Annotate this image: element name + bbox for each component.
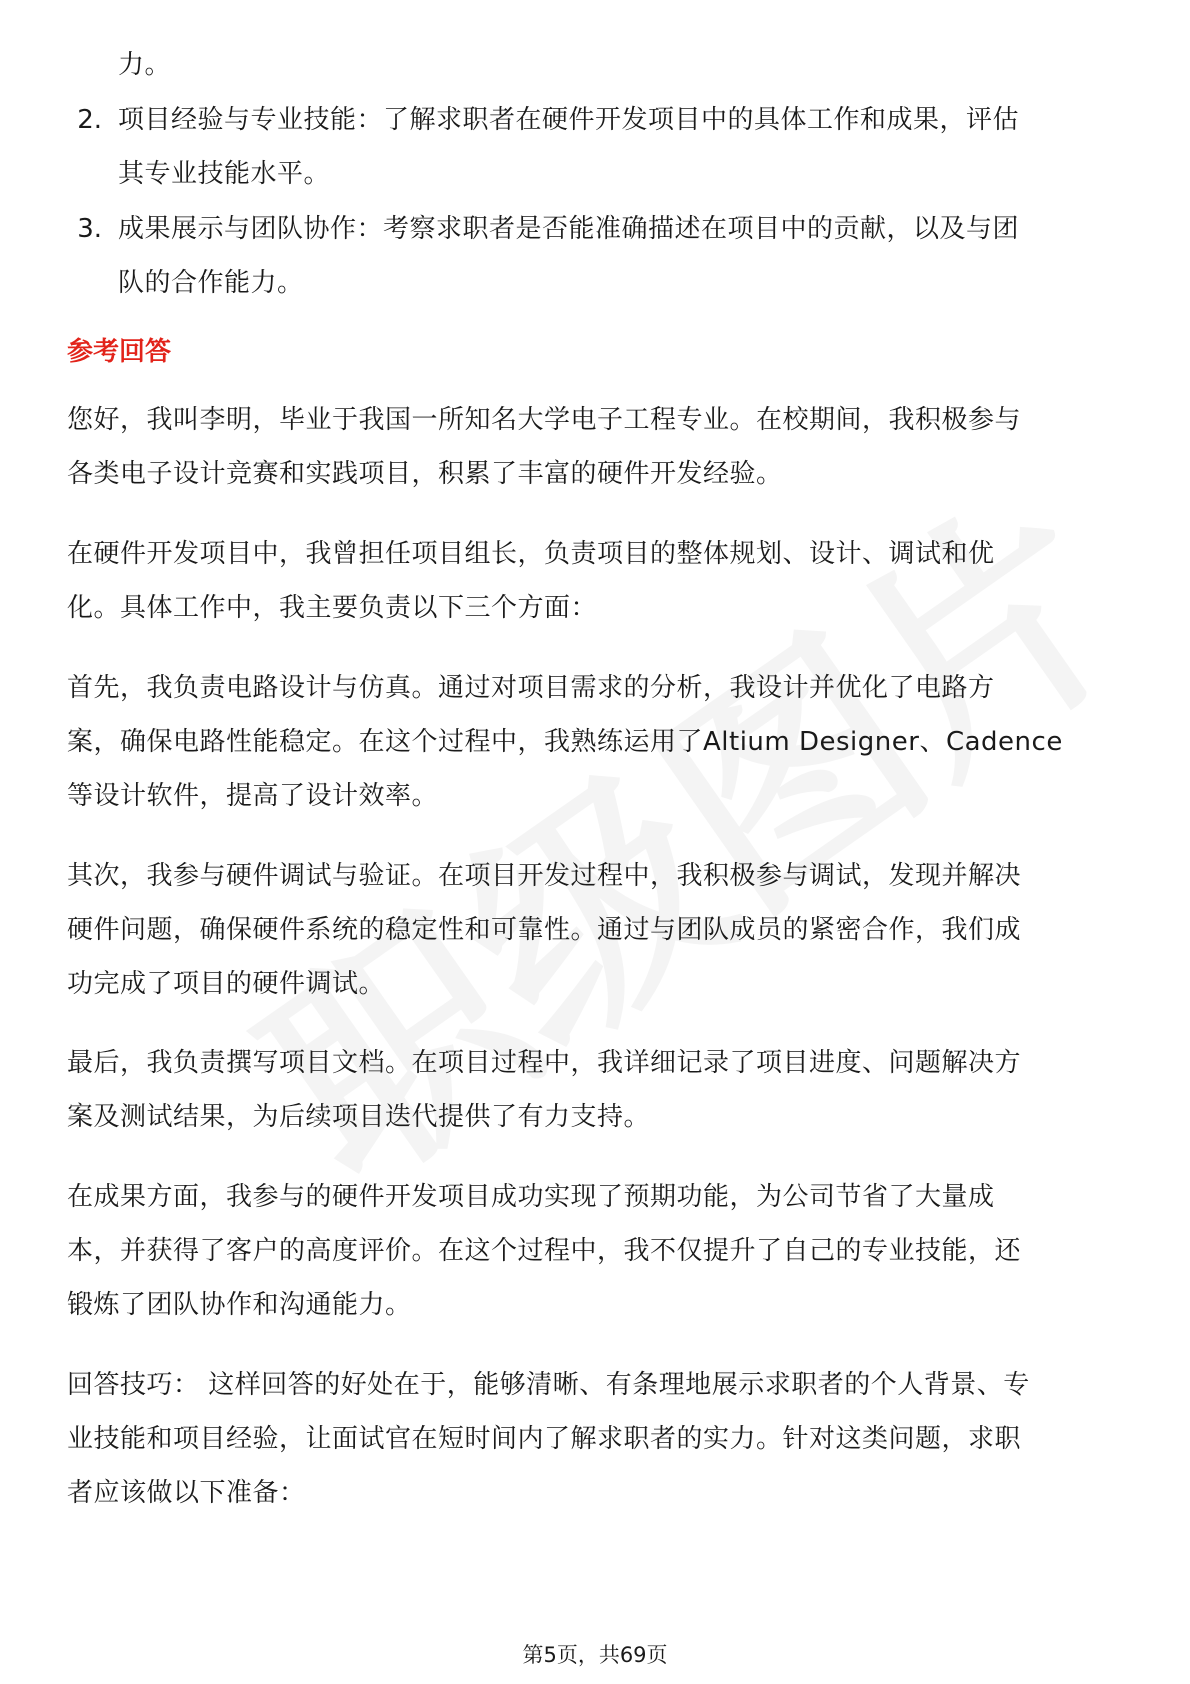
list-continuation-line: 力。 (118, 50, 172, 80)
paragraph-line: 锻炼了团队协作和沟通能力。 (67, 1290, 412, 1320)
list-item-line: 项目经验与专业技能：了解求职者在硬件开发项目中的具体工作和成果，评估 (118, 105, 1020, 135)
paragraph-line: 功完成了项目的硬件调试。 (67, 969, 386, 999)
paragraph-line: 回答技巧： 这样回答的好处在于，能够清晰、有条理地展示求职者的个人背景、专 (67, 1370, 1030, 1400)
paragraph-line: 案及测试结果，为后续项目迭代提供了有力支持。 (67, 1102, 651, 1132)
page-number: 第5页，共69页 (522, 1643, 668, 1667)
list-item-number: 2. (77, 105, 102, 135)
paragraph-line: 在硬件开发项目中，我曾担任项目组长，负责项目的整体规划、设计、调试和优 (67, 539, 995, 569)
paragraph-line: 案，确保电路性能稳定。在这个过程中，我熟练运用了Altium Designer、Cadence (67, 727, 1063, 757)
paragraph-line: 硬件问题，确保硬件系统的稳定性和可靠性。通过与团队成员的紧密合作，我们成 (67, 915, 1022, 945)
paragraph-line: 者应该做以下准备： (67, 1478, 306, 1508)
answer-heading: 参考回答 (67, 337, 172, 367)
list-item-line: 其专业技能水平。 (118, 159, 331, 189)
list-item-number: 3. (77, 214, 102, 244)
paragraph-line: 等设计软件，提高了设计效率。 (67, 781, 439, 811)
list-item-line: 成果展示与团队协作：考察求职者是否能准确描述在项目中的贡献，以及与团 (118, 214, 1020, 244)
paragraph-line: 在成果方面，我参与的硬件开发项目成功实现了预期功能，为公司节省了大量成 (67, 1182, 995, 1212)
paragraph-line: 您好，我叫李明，毕业于我国一所知名大学电子工程专业。在校期间，我积极参与 (67, 405, 1022, 435)
paragraph-line: 首先，我负责电路设计与仿真。通过对项目需求的分析，我设计并优化了电路方 (67, 673, 995, 703)
list-item-line: 队的合作能力。 (118, 268, 304, 298)
paragraph-line: 其次，我参与硬件调试与验证。在项目开发过程中，我积极参与调试，发现并解决 (67, 861, 1022, 891)
paragraph-line: 各类电子设计竞赛和实践项目，积累了丰富的硬件开发经验。 (67, 459, 783, 489)
paragraph-line: 化。具体工作中，我主要负责以下三个方面： (67, 593, 598, 623)
paragraph-line: 本，并获得了客户的高度评价。在这个过程中，我不仅提升了自己的专业技能，还 (67, 1236, 1022, 1266)
paragraph-line: 业技能和项目经验，让面试官在短时间内了解求职者的实力。针对这类问题，求职 (67, 1424, 1022, 1454)
paragraph-line: 最后，我负责撰写项目文档。在项目过程中，我详细记录了项目进度、问题解决方 (67, 1048, 1022, 1078)
